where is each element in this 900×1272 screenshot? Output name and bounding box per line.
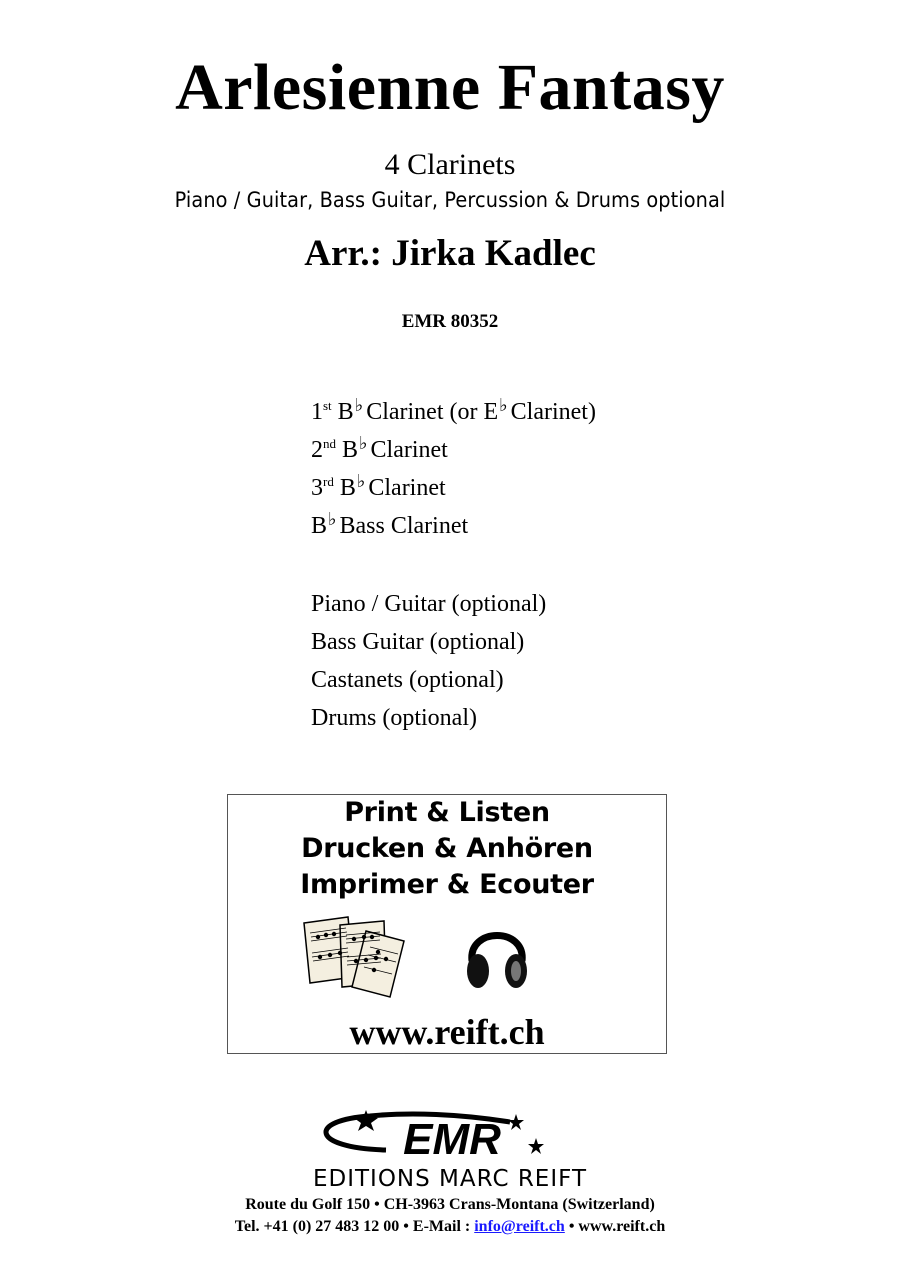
optional-instrument: Bass Guitar (optional) xyxy=(311,629,525,655)
instrument-ordinal-suffix: nd xyxy=(323,436,336,451)
headphones-icon xyxy=(464,917,530,995)
flat-sign: ♭ xyxy=(354,395,364,415)
instrument-name: Clarinet (or E xyxy=(366,399,499,425)
promo-line-en: Print & Listen xyxy=(344,797,550,828)
instrument-ordinal: 1 xyxy=(311,399,323,425)
instrument-key: B xyxy=(331,399,354,425)
promo-line-fr: Imprimer & Ecouter xyxy=(300,869,594,900)
optional-instruments-line: Piano / Guitar, Bass Guitar, Percussion & Drums optional xyxy=(174,188,726,212)
sheet-music-icon xyxy=(300,915,412,999)
email-link[interactable]: info@reift.ch xyxy=(474,1218,565,1235)
instrument-4 xyxy=(311,507,596,545)
instrument-key: B xyxy=(333,475,356,501)
publisher-name: EDITIONS MARC REIFT xyxy=(312,1166,588,1192)
instrument-list xyxy=(311,393,596,737)
logo-text: EMR xyxy=(403,1115,501,1164)
flat-sign: ♭ xyxy=(356,471,366,491)
instrument-name: Clarinet xyxy=(370,437,448,463)
instrument-name: Clarinet) xyxy=(510,399,596,425)
emr-logo xyxy=(300,1108,600,1168)
instrument-key: B xyxy=(311,513,328,539)
print-listen-box xyxy=(227,794,667,1054)
flat-sign: ♭ xyxy=(328,509,337,529)
instrument-2 xyxy=(311,431,596,469)
optional-instrument: Castanets (optional) xyxy=(311,667,504,693)
instrument-3 xyxy=(311,469,596,507)
promo-line-de: Drucken & Anhören xyxy=(301,833,593,864)
telephone: Tel. +41 (0) 27 483 12 00 • E-Mail : xyxy=(234,1218,475,1235)
promo-url[interactable]: www.reift.ch xyxy=(349,1012,545,1052)
website: • www.reift.ch xyxy=(564,1218,666,1235)
optional-instrument: Piano / Guitar (optional) xyxy=(311,591,547,617)
instrument-key: B xyxy=(336,437,359,463)
instrument-name: Bass Clarinet xyxy=(339,513,469,539)
instrument-name: Clarinet xyxy=(368,475,446,501)
spacer xyxy=(311,545,596,585)
optional-instrument: Drums (optional) xyxy=(311,705,477,731)
instrument-1 xyxy=(311,393,596,431)
flat-sign: ♭ xyxy=(499,395,508,415)
instrument-ordinal: 3 xyxy=(311,475,323,501)
flat-sign: ♭ xyxy=(359,433,368,453)
publisher-address: Route du Golf 150 • CH-3963 Crans-Montana (Switzerland) xyxy=(245,1196,655,1213)
contact-line xyxy=(0,1218,900,1236)
arranger: Arr.: Jirka Kadlec xyxy=(304,233,596,274)
instrument-ordinal-suffix: st xyxy=(323,398,332,413)
subtitle: 4 Clarinets xyxy=(384,148,516,181)
instrument-ordinal: 2 xyxy=(311,437,323,463)
page-title: Arlesienne Fantasy xyxy=(175,51,725,124)
instrument-ordinal-suffix: rd xyxy=(323,474,334,489)
catalog-number: EMR 80352 xyxy=(401,311,499,332)
